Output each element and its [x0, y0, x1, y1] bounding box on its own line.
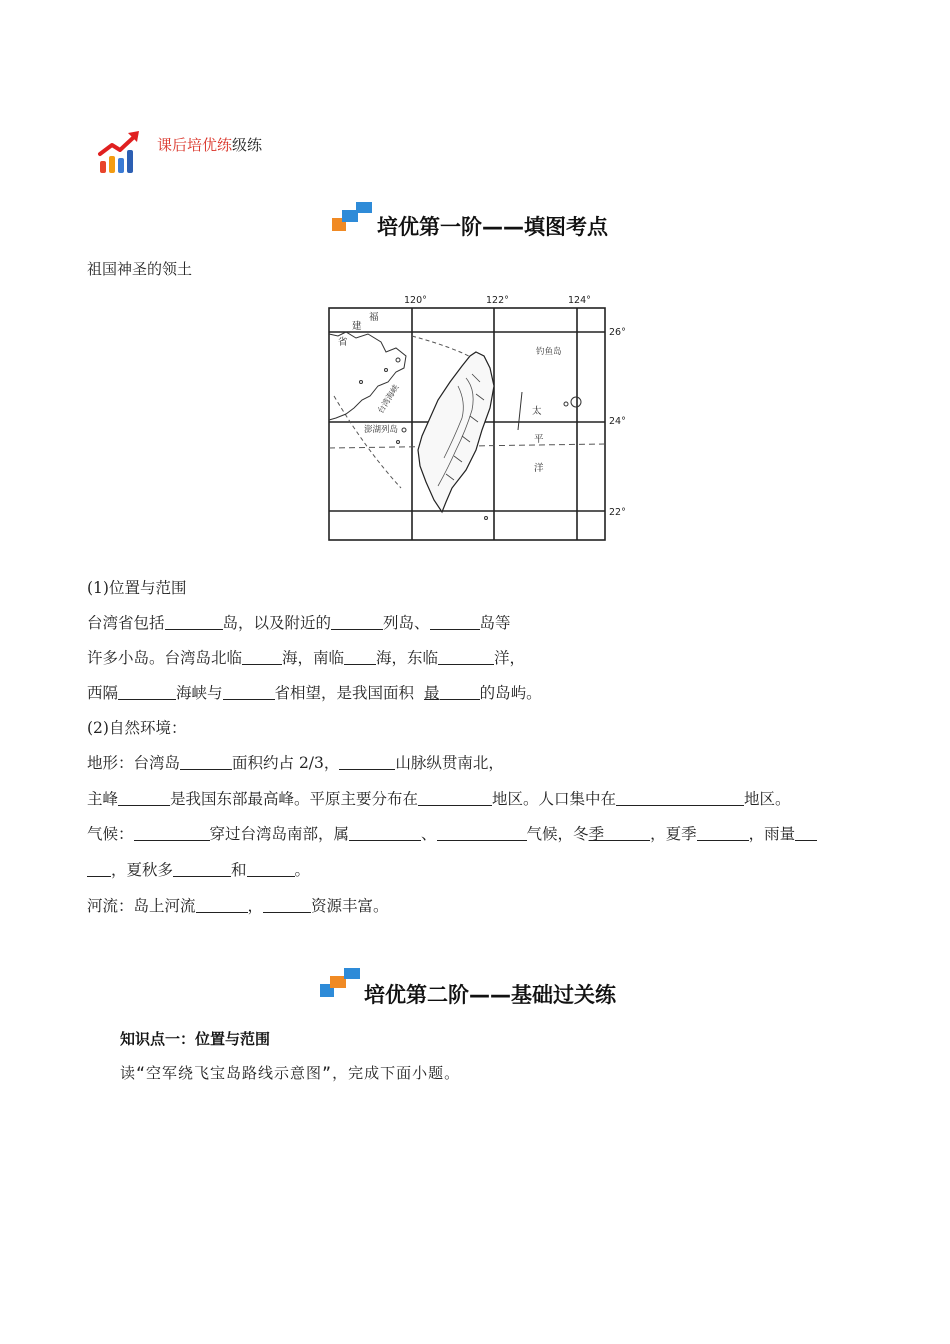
knowledge-point-heading: 知识点一：位置与范围 [120, 1030, 271, 1048]
section1-subtitle: 祖国神圣的领土 [87, 260, 193, 278]
answer-blank[interactable] [349, 825, 421, 842]
answer-blank[interactable] [438, 649, 494, 666]
text: 主峰 [87, 790, 119, 808]
text: 面积约占 2/3， [232, 754, 340, 772]
answer-blank[interactable] [263, 897, 311, 914]
answer-blank[interactable] [339, 754, 395, 771]
part2-line5 [87, 894, 389, 916]
text: 河流：岛上河流 [87, 897, 196, 915]
lon-label: 124° [568, 295, 591, 306]
taiwan-map [326, 290, 636, 545]
text: 海，东临 [376, 649, 439, 667]
map-label-penghu: 澎湖列岛 [364, 425, 399, 435]
text: 西隔 [87, 684, 119, 702]
text: 最 [424, 684, 440, 702]
text: 台湾省包括 [87, 614, 165, 632]
answer-blank[interactable] [118, 790, 170, 807]
map-label-fu: 福 [369, 312, 379, 323]
answer-blank[interactable] [180, 754, 232, 771]
answer-blank[interactable] [430, 614, 480, 631]
lat-label: 22° [609, 507, 626, 518]
text: 海，南临 [282, 649, 345, 667]
header-label-dark: 级练 [232, 136, 263, 154]
header-label [157, 134, 262, 155]
part1-line1 [87, 611, 511, 633]
answer-blank[interactable] [331, 614, 383, 631]
text: 的岛屿。 [479, 684, 542, 702]
text: 地区。人口集中在 [492, 790, 617, 808]
text: 海峡与 [176, 684, 223, 702]
map-label-sheng: 省 [338, 337, 348, 348]
answer-blank[interactable] [247, 861, 295, 878]
answer-blank[interactable] [616, 790, 744, 807]
answer-blank[interactable] [242, 649, 282, 666]
text: ，夏秋多 [111, 861, 174, 879]
lat-label: 26° [609, 327, 626, 338]
answer-blank[interactable] [134, 825, 210, 842]
map-label-jian: 建 [352, 321, 362, 332]
text: 和 [231, 861, 247, 879]
section2-title: 培优第二阶——基础过关练 [364, 983, 616, 1007]
text: 山脉纵贯南北， [395, 754, 504, 772]
text: 列岛、 [383, 614, 430, 632]
header-label-red: 课后培优练 [157, 136, 233, 154]
text: 、 [421, 825, 437, 843]
text: 洋， [494, 649, 526, 667]
section-icon [332, 202, 374, 232]
answer-blank[interactable] [697, 825, 749, 842]
answer-blank[interactable] [118, 684, 176, 701]
text: 穿过台湾岛南部，属 [209, 825, 350, 843]
part2-line3 [87, 822, 817, 844]
answer-blank[interactable] [165, 614, 223, 631]
section1-title: 培优第一阶——填图考点 [377, 215, 608, 239]
part2-line1 [87, 751, 504, 773]
map-label-diaoyu: 钓鱼岛 [536, 347, 562, 357]
answer-blank[interactable] [418, 790, 492, 807]
text: 是我国东部最高峰。平原主要分布在 [170, 790, 419, 808]
part1-line2 [87, 646, 525, 668]
text: 岛等 [479, 614, 511, 632]
text: 资源丰富。 [311, 897, 389, 915]
lon-label: 122° [486, 295, 509, 306]
map-label-strait: 台湾海峡 [376, 383, 401, 416]
text: 。 [294, 861, 311, 879]
text: ，夏季 [650, 825, 697, 843]
map-label-ping: 平 [534, 434, 544, 445]
lon-label: 120° [404, 295, 427, 306]
part1-heading: (1)位置与范围 [87, 579, 187, 597]
answer-blank[interactable] [173, 861, 231, 878]
logo-icon [97, 128, 143, 174]
answer-blank[interactable] [440, 684, 480, 701]
answer-blank[interactable] [344, 649, 376, 666]
read-prompt: 读“空军绕飞宝岛路线示意图”，完成下面小题。 [120, 1064, 461, 1082]
text: 地形：台湾岛 [87, 754, 181, 772]
part2-line4 [87, 858, 310, 880]
text: 气候： [87, 825, 134, 843]
text: ， [247, 897, 264, 915]
part2-line2 [87, 787, 791, 809]
text: 季 [588, 825, 605, 843]
text: 地区。 [744, 790, 791, 808]
answer-blank[interactable] [223, 684, 275, 701]
section-icon [320, 968, 362, 998]
answer-blank[interactable] [795, 825, 817, 842]
text: 岛，以及附近的 [222, 614, 332, 632]
answer-blank[interactable] [604, 825, 650, 842]
part1-line3 [87, 681, 542, 703]
text: 许多小岛。台湾岛北临 [87, 649, 243, 667]
answer-blank[interactable] [87, 861, 111, 878]
answer-blank[interactable] [196, 897, 248, 914]
answer-blank[interactable] [437, 825, 527, 842]
text: 省相望，是我国面积 [274, 684, 415, 702]
part2-heading: (2)自然环境： [87, 719, 187, 737]
map-label-yang: 洋 [534, 463, 544, 474]
text: 气候，冬 [526, 825, 589, 843]
map-label-tai: 太 [532, 406, 542, 417]
text: ，雨量 [748, 825, 796, 843]
lat-label: 24° [609, 416, 626, 427]
